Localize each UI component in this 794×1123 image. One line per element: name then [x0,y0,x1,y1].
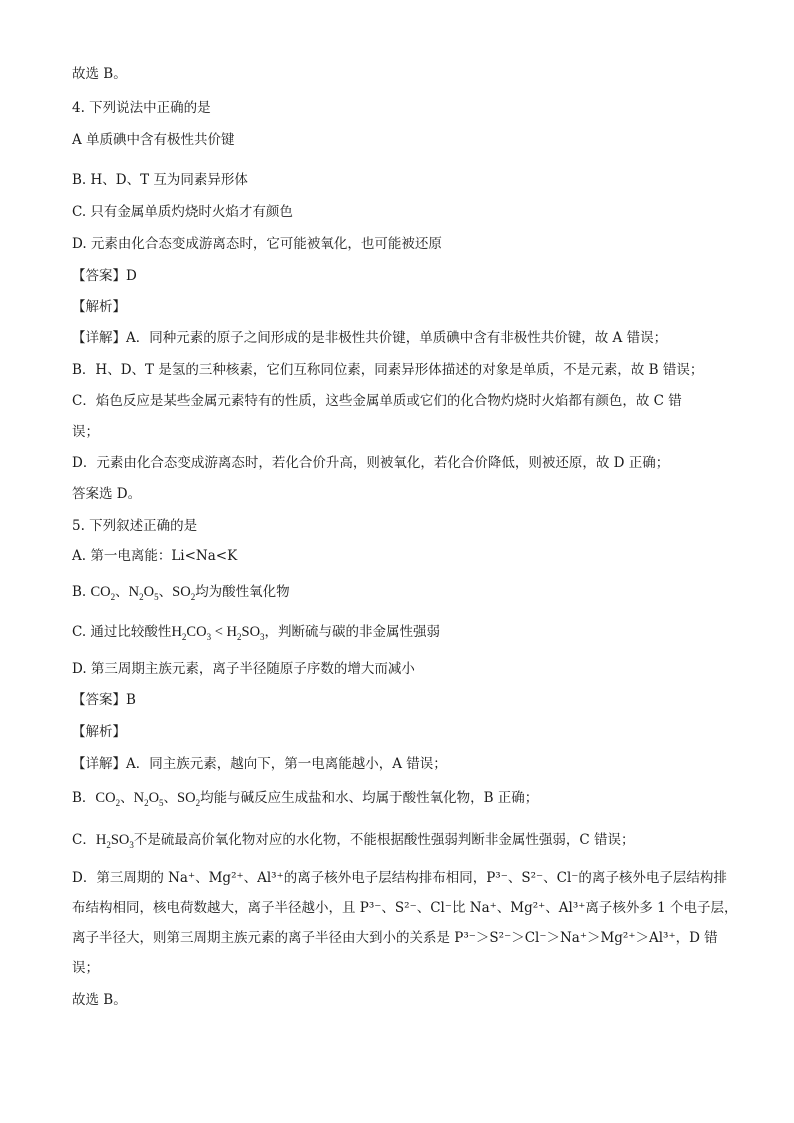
formula-h2so3: $H_2SO_3$ [95,832,134,850]
explanation-line: 离子半径大，则第三周期主族元素的离子半径由大到小的关系是 P³⁻＞S²⁻＞Cl⁻＞Na⁺＞Mg²⁺＞Al³⁺，D 错 [72,930,718,946]
question-4-option-c: C. 只有金属单质灼烧时火焰才有颜色 [72,204,293,220]
explanation-line: 【详解】A．同主族元素，越向下，第一电离能越小，A 错误； [72,756,447,772]
question-4-option-d: D. 元素由化合态变成游离态时，它可能被氧化，也可能被还原 [72,236,442,252]
question-4-option-a: A 单质碘中含有极性共价键 [72,132,235,148]
answer-choice-line: 答案选 D。 [72,486,142,502]
formula-so2: $SO_2$ [172,584,196,602]
explanation-line: B．H、D、T 是氢的三种核素，它们互称同位素，同素异形体描述的对象是单质，不是元素，故 B 错误； [72,362,704,378]
question-5-option-c: C. 通过比较酸性$H_2CO_3 < H_2SO_3$，判断硫与碳的非金属性强弱 [72,624,441,642]
formula-n2o5: $N_2O_5$ [133,790,164,808]
question-5-stem: 5. 下列叙述正确的是 [72,518,198,534]
formula-h2so3: $H_2SO_3$ [226,624,265,642]
answer-label: 【答案】D [72,268,137,284]
question-4-option-b: B. H、D、T 互为同素异形体 [72,172,248,188]
analysis-label: 【解析】 [72,299,126,315]
explanation-line: 误； [72,960,99,976]
explanation-line: B．$CO_2$、$N_2O_5$、$SO_2$均能与碱反应生成盐和水、均属于酸性氧化物，B 正确； [72,790,539,808]
question-4-stem: 4. 下列说法中正确的是 [72,100,211,116]
formula-n2o5: $N_2O_5$ [128,584,159,602]
answer-choice-line: 故选 B。 [72,992,127,1008]
explanation-line: C．焰色反应是某些金属元素特有的性质，这些金属单质或它们的化合物灼烧时火焰都有颜色，故 C 错 [72,393,682,409]
text-line: 故选 B。 [72,66,127,82]
question-5-option-b: B. $CO_2$、$N_2O_5$、$SO_2$均为酸性氧化物 [72,584,290,602]
explanation-line: C．$H_2SO_3$不是硫最高价氧化物对应的水化物，不能根据酸性强弱判断非金属性强弱，C 错误； [72,832,635,850]
formula-co2: $CO_2$ [95,790,121,808]
formula-so2: $SO_2$ [177,790,201,808]
analysis-label: 【解析】 [72,724,126,740]
formula-co2: $CO_2$ [90,584,116,602]
explanation-line: 布结构相同，核电荷数越大，离子半径越小，且 P³⁻、S²⁻、Cl⁻比 Na⁺、Mg²⁺、Al³⁺离子核外多 1 个电子层， [72,900,738,916]
question-5-option-a: A. 第一电离能：Li<Na<K [72,548,238,564]
question-5-option-d: D. 第三周期主族元素，离子半径随原子序数的增大而减小 [72,661,415,677]
explanation-line: 误； [72,424,99,440]
formula-h2co3: $H_2CO_3$ [171,624,212,642]
explanation-line: D．元素由化合态变成游离态时，若化合价升高，则被氧化，若化合价降低，则被还原，故 D 正确； [72,455,670,471]
explanation-line: 【详解】A．同种元素的原子之间形成的是非极性共价键，单质碘中含有非极性共价键，故 A 错误； [72,330,668,346]
explanation-line: D．第三周期的 Na⁺、Mg²⁺、Al³⁺的离子核外电子层结构排布相同，P³⁻、S²⁻、Cl⁻的离子核外电子层结构排 [72,870,727,886]
answer-label: 【答案】B [72,692,136,708]
